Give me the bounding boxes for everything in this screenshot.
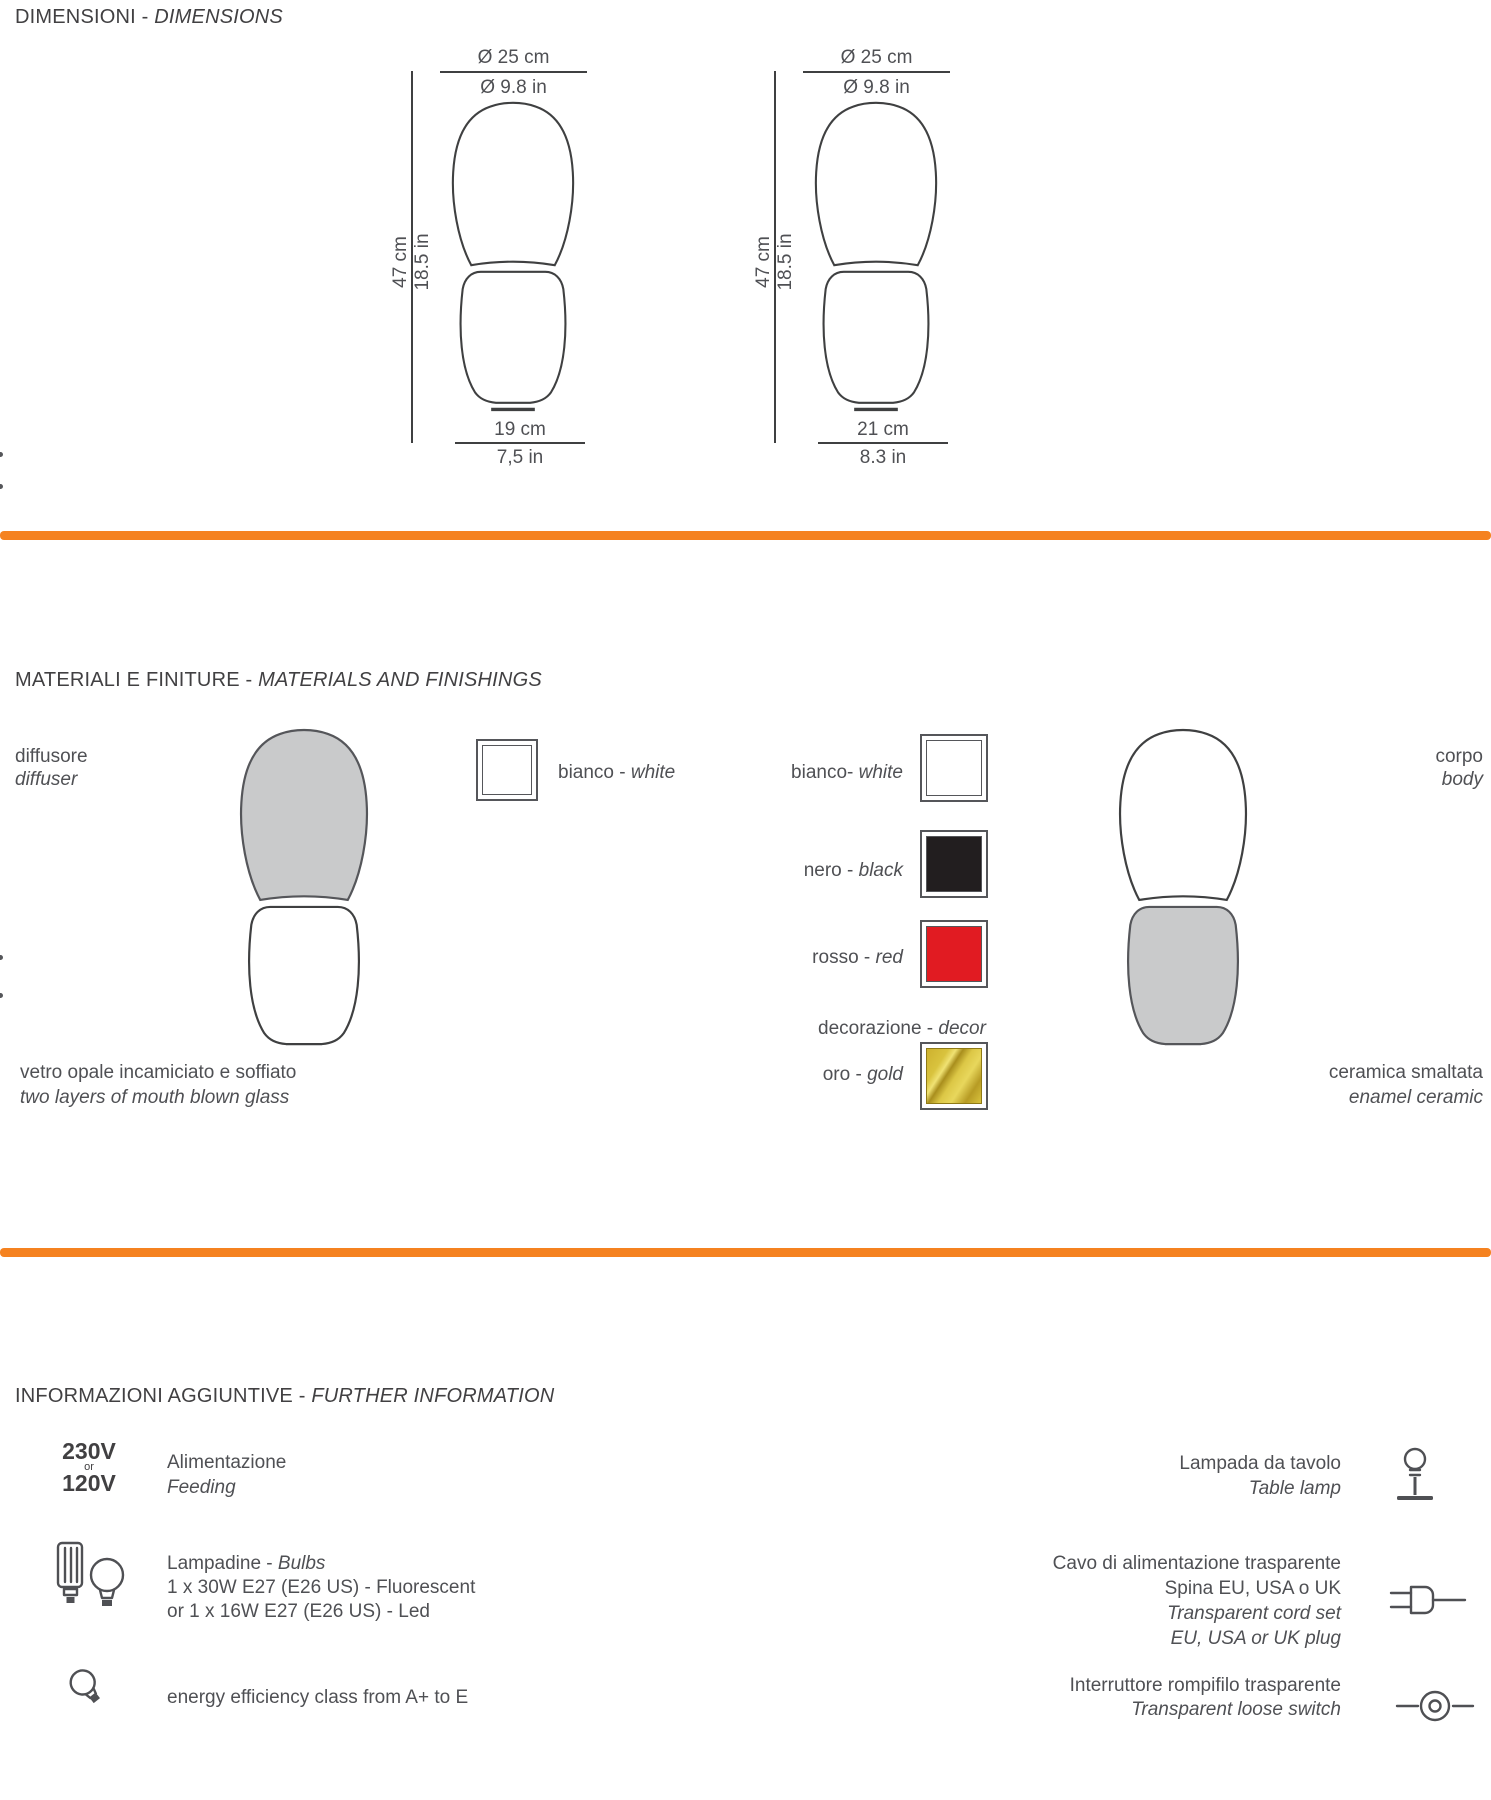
drawing1-diameter-in: Ø 9.8 in <box>480 77 547 98</box>
cord-block <box>1041 1551 1341 1651</box>
drawing1-height-cm: 47 cm <box>390 236 411 288</box>
lamp-type-it: Lampada da tavolo <box>1179 1453 1341 1474</box>
edge-mark <box>0 955 3 960</box>
decor-color-gold-it: oro - <box>822 1064 868 1085</box>
plug-icon <box>1388 1580 1468 1620</box>
lamp-type-label <box>1041 1451 1341 1501</box>
bulbs-line-led: or 1 x 16W E27 (E26 US) - Led <box>167 1601 430 1622</box>
body-highlight-drawing <box>1103 727 1263 1060</box>
dimensions-title-en: DIMENSIONS <box>154 6 283 28</box>
round-bulb-icon <box>86 1556 128 1612</box>
energy-bulb-icon <box>66 1664 108 1712</box>
body-color-white-en: white <box>858 762 903 783</box>
materials-section-title <box>15 669 542 692</box>
body-material-caption <box>1133 1060 1483 1110</box>
bulbs-title-en: Bulbs <box>277 1553 326 1574</box>
decor-heading-it: decorazione - <box>818 1018 939 1039</box>
decor-heading-en: decor <box>938 1018 986 1039</box>
drawing1-height-labels <box>390 192 434 332</box>
decor-color-gold-en: gold <box>867 1064 903 1085</box>
edge-mark <box>0 484 3 489</box>
cord-line1: Cavo di alimentazione trasparente <box>1052 1553 1341 1574</box>
feeding-label-en: Feeding <box>167 1477 236 1498</box>
diffuser-material-caption <box>20 1060 296 1110</box>
feeding-label <box>167 1450 286 1500</box>
decor-swatch-gold <box>920 1042 988 1110</box>
body-color-red-it: rosso - <box>812 947 876 968</box>
voltage-block <box>48 1440 130 1495</box>
body-color-label-black <box>640 859 903 882</box>
bulbs-title-it: Lampadine - <box>167 1553 278 1574</box>
body-color-black-it: nero - <box>803 860 859 881</box>
materials-title-en: MATERIALS AND FINISHINGS <box>258 669 542 691</box>
diffuser-material-it: vetro opale incamiciato e soffiato <box>20 1062 297 1083</box>
drawing2-diameter-in: Ø 9.8 in <box>843 77 910 98</box>
drawing1-base-dim-line <box>455 442 585 444</box>
voltage-or: or <box>84 1461 94 1473</box>
dimensions-title-it: DIMENSIONI - <box>15 6 155 28</box>
body-label <box>1283 745 1483 791</box>
body-color-white-it: bianco- <box>791 762 859 783</box>
body-color-label-red <box>640 946 903 969</box>
diffuser-highlight-drawing <box>224 727 384 1060</box>
orange-divider-1 <box>0 531 1491 540</box>
info-section-title <box>15 1385 554 1408</box>
body-material-it: ceramica smaltata <box>1328 1062 1483 1083</box>
body-color-label-white <box>640 761 903 784</box>
lamp-outline-drawing-2 <box>800 100 952 418</box>
diffuser-material-en: two layers of mouth blown glass <box>20 1087 290 1108</box>
diffuser-swatch-label-it: bianco - <box>558 762 631 783</box>
diffuser-swatch-white <box>476 739 538 801</box>
feeding-label-it: Alimentazione <box>167 1452 287 1473</box>
info-title-en: FURTHER INFORMATION <box>311 1385 555 1407</box>
drawing2-base-cm: 21 cm <box>857 419 909 440</box>
drawing1-diameter-cm: Ø 25 cm <box>477 47 550 68</box>
diffuser-label <box>15 745 88 791</box>
drawing2-base-in: 8.3 in <box>859 447 907 468</box>
diffuser-swatch-label-en: white <box>630 762 676 783</box>
drawing1-base-in: 7,5 in <box>496 447 544 468</box>
cord-line4: EU, USA or UK plug <box>1170 1628 1341 1649</box>
lamp-outline-drawing-1 <box>437 100 589 418</box>
body-swatch-black-fill <box>926 836 982 892</box>
drawing2-height-cm: 47 cm <box>753 236 774 288</box>
switch-label-en: Transparent loose switch <box>1131 1699 1341 1720</box>
body-swatch-white <box>920 734 988 802</box>
orange-divider-2 <box>0 1248 1491 1257</box>
body-swatch-red <box>920 920 988 988</box>
cord-line2: Spina EU, USA o UK <box>1164 1578 1341 1599</box>
energy-class-label: energy efficiency class from A+ to E <box>167 1687 469 1708</box>
decor-color-label-gold <box>640 1063 903 1086</box>
drawing1-height-in: 18.5 in <box>412 233 433 291</box>
bulbs-block <box>167 1552 475 1624</box>
body-label-it: corpo <box>1435 746 1483 767</box>
fluorescent-bulb-icon <box>56 1541 86 1607</box>
diffuser-label-en: diffuser <box>15 769 78 790</box>
drawing2-base-dim-line <box>818 442 948 444</box>
decor-heading <box>818 1017 986 1040</box>
bulbs-title <box>167 1552 475 1576</box>
body-label-en: body <box>1441 769 1483 790</box>
materials-title-it: MATERIALI E FINITURE - <box>15 669 259 691</box>
diffuser-swatch-white-fill <box>482 745 532 795</box>
drawing2-height-labels <box>753 192 797 332</box>
drawing2-height-in: 18.5 in <box>775 233 796 291</box>
edge-mark <box>0 452 3 457</box>
body-material-en: enamel ceramic <box>1348 1087 1483 1108</box>
body-color-red-en: red <box>875 947 903 968</box>
dimensions-section-title <box>15 6 283 29</box>
body-swatch-red-fill <box>926 926 982 982</box>
drawing1-base-cm: 19 cm <box>494 419 546 440</box>
lamp-type-en: Table lamp <box>1248 1478 1341 1499</box>
voltage-230: 230V <box>62 1438 116 1464</box>
drawing2-diameter-cm: Ø 25 cm <box>840 47 913 68</box>
diffuser-label-it: diffusore <box>15 746 88 767</box>
voltage-120: 120V <box>62 1470 116 1496</box>
decor-swatch-gold-fill <box>926 1048 982 1104</box>
bulbs-line-fluorescent: 1 x 30W E27 (E26 US) - Fluorescent <box>167 1577 476 1598</box>
drawing1-top-dim-line <box>440 71 587 73</box>
edge-mark <box>0 993 3 998</box>
switch-block <box>1041 1674 1341 1722</box>
switch-label-it: Interruttore rompifilo trasparente <box>1069 1675 1341 1696</box>
loose-switch-icon <box>1394 1688 1476 1724</box>
info-title-it: INFORMAZIONI AGGIUNTIVE - <box>15 1385 312 1407</box>
table-lamp-icon <box>1392 1446 1438 1506</box>
body-color-black-en: black <box>858 860 903 881</box>
cord-line3: Transparent cord set <box>1167 1603 1341 1624</box>
drawing2-top-dim-line <box>803 71 950 73</box>
body-swatch-black <box>920 830 988 898</box>
body-swatch-white-fill <box>926 740 982 796</box>
